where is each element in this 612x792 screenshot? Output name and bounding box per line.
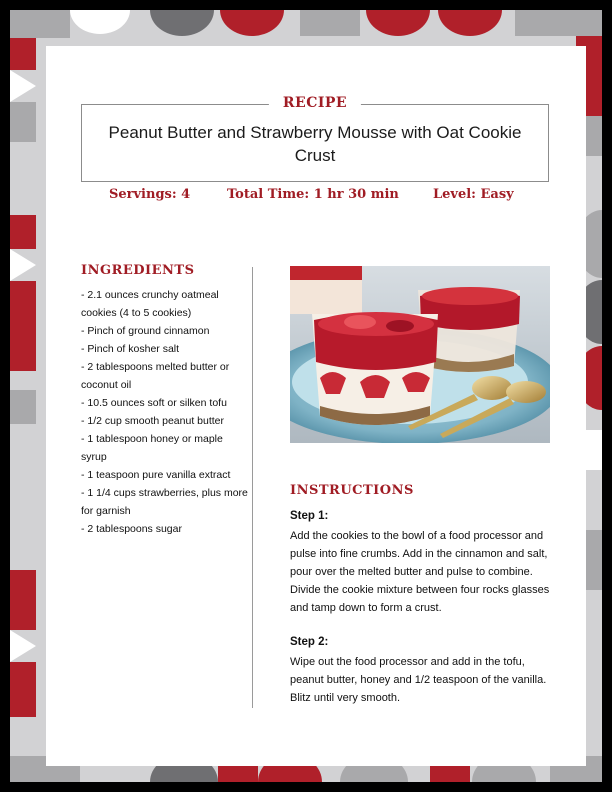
step-2-text: Wipe out the food processor and add in the tofu, peanut butter, honey and 1/2 teaspoon of the vanilla. Blitz until very smooth. — [290, 656, 547, 704]
recipe-card — [46, 46, 586, 766]
step-1-label: Step 1: — [290, 510, 329, 522]
ingredient-item: - 2 tablespoons melted butter or coconut oil — [81, 361, 230, 391]
difficulty-level: Level: Easy — [433, 187, 514, 202]
column-divider — [252, 267, 253, 708]
ingredient-item: - 1/2 cup smooth peanut butter — [81, 415, 225, 427]
ingredient-item: - 2 tablespoons sugar — [81, 523, 182, 535]
step-2-label: Step 2: — [290, 636, 329, 648]
title-box — [81, 95, 549, 182]
ingredients-list — [81, 286, 249, 538]
ingredient-item: - Pinch of ground cinnamon — [81, 325, 210, 337]
recipe-meta — [46, 187, 586, 207]
ingredients-heading: INGREDIENTS — [81, 263, 195, 278]
ingredient-item: - 10.5 ounces soft or silken tofu — [81, 397, 227, 409]
total-time: Total Time: 1 hr 30 min — [227, 187, 399, 202]
ingredient-item: - Pinch of kosher salt — [81, 343, 180, 355]
dessert-photo — [290, 266, 550, 443]
ingredient-item: - 2.1 ounces crunchy oatmeal cookies (4 to 5 cookies) — [81, 289, 219, 319]
servings: Servings: 4 — [109, 187, 191, 202]
ingredient-item: - 1 teaspoon pure vanilla extract — [81, 469, 231, 481]
recipe-label: RECIPE — [269, 95, 361, 111]
ingredient-item: - 1 tablespoon honey or maple syrup — [81, 433, 223, 463]
instructions-heading: INSTRUCTIONS — [290, 483, 414, 498]
decorative-border — [10, 10, 602, 782]
step-1-text: Add the cookies to the bowl of a food processor and pulse into fine crumbs. Add in the cinnamon and salt, pour over the melted butter and pulse to combine. Divide the cookie mixture between four rocks glasses and tamp down to form a crust. — [290, 530, 550, 614]
ingredient-item: - 1 1/4 cups strawberries, plus more for garnish — [81, 487, 248, 517]
recipe-title: Peanut Butter and Strawberry Mousse with Oat Cookie Crust — [108, 123, 522, 165]
